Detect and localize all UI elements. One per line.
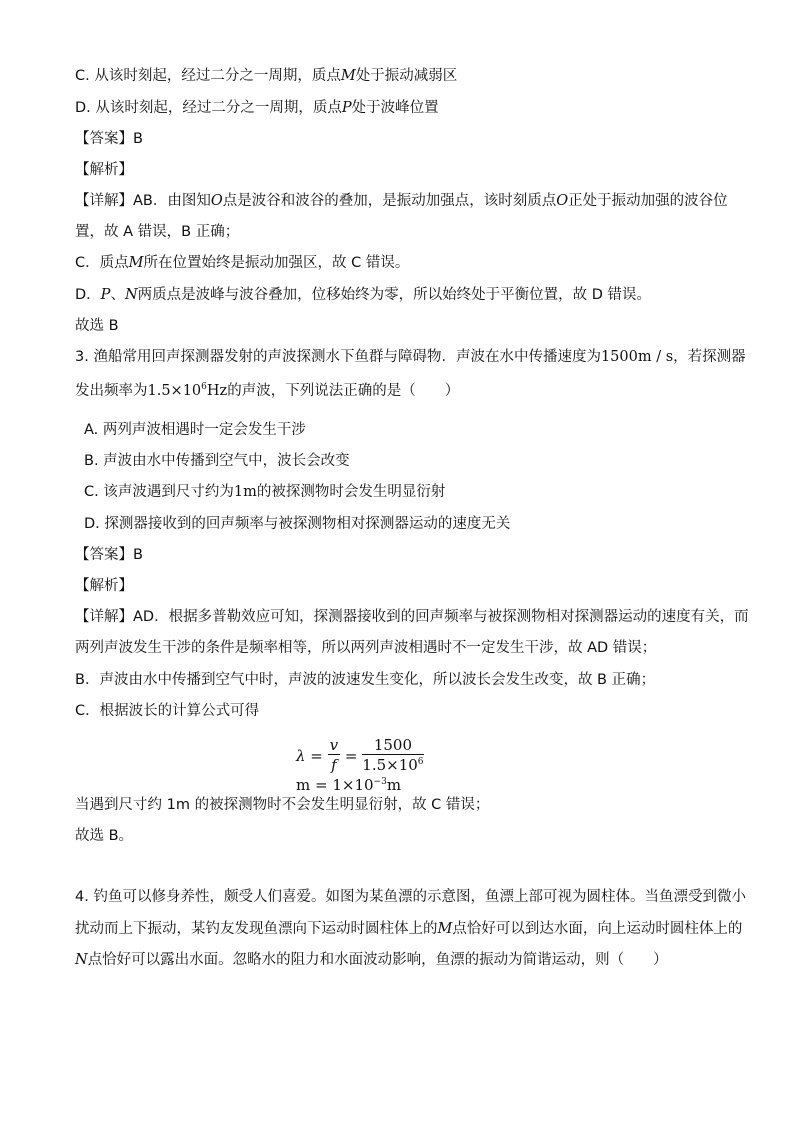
detail-q3-line2: 两列声波发生干涉的条件是频率相等，所以两列声波相遇时不一定发生干涉，故 AD 错误； [75,640,657,656]
question-4-line3: N点恰好可以露出水面。忽略水的阻力和水面波动影响，鱼漂的振动为简谐运动，则（ ） [75,952,668,968]
answer-q2: 【答案】B [75,131,143,147]
option-c-q2: C. 从该时刻起，经过二分之一周期，质点M处于振动减弱区 [75,68,458,84]
detail-q3-line3: B．声波由水中传播到空气中时，声波的波速发生变化，所以波长会发生改变，故 B 正确； [75,672,656,688]
wavelength-formula: λ = $\frac{v}{f}$ = $\frac{1500}{1.5\times 10^6}$ $m = 1\times 10^{-3}m$ [296,736,424,794]
answer-q3: 【答案】B [75,547,143,563]
detail-q2-line1: 【详解】AB．由图知O点是波谷和波谷的叠加，是振动加强点，该时刻质点O正处于振动加强的波谷位 [75,193,728,209]
detail-q2-line4: D．P、N两质点是波峰与波谷叠加，位移始终为零，所以始终处于平衡位置，故 D 错误。 [75,287,652,303]
analysis-label-q3: 【解析】 [75,578,133,594]
question-4-line1: 4. 钓鱼可以修身养性，颇受人们喜爱。如图为某鱼漂的示意图，鱼漂上部可视为圆柱体。当鱼漂受到微小 [75,889,746,905]
detail-q3-line5: 当遇到尺寸约 1m 的被探测物时不会发生明显衍射，故 C 错误； [75,797,490,813]
detail-q2-line3: C．质点M所在位置始终是振动加强区，故 C 错误。 [75,255,410,271]
fraction-1500: $\frac{1500}{1.5\times 10^6}$ [362,736,424,774]
option-a-q3: A. 两列声波相遇时一定会发生干涉 [84,422,306,438]
option-c-q3: C. 该声波遇到尺寸约为1m的被探测物时会发生明显衍射 [84,484,446,500]
analysis-label-q2: 【解析】 [75,162,133,178]
option-b-q3: B. 声波由水中传播到空气中，波长会改变 [84,453,350,469]
fraction-v-over-f: $\frac{v}{f}$ [329,736,339,774]
question-4-line2: 扰动而上下振动，某钓友发现鱼漂向下运动时圆柱体上的M点恰好可以到达水面，向上运动时圆柱体上的 [75,921,743,937]
select-q2: 故选 B [75,318,119,334]
select-q3: 故选 B。 [75,828,134,844]
option-d-q3: D. 探测器接收到的回声频率与被探测物相对探测器运动的速度无关 [84,516,511,532]
option-d-q2: D. 从该时刻起，经过二分之一周期，质点P处于波峰位置 [75,100,439,116]
detail-q2-line2: 置，故 A 错误，B 正确； [75,224,240,240]
question-3-line1: 3. 渔船常用回声探测器发射的声波探测水下鱼群与障碍物．声波在水中传播速度为1500m / s，若探测器 [75,349,746,365]
question-3-line2: 发出频率为$1.5\times 10^6Hz$的声波，下列说法正确的是（ ） [75,382,460,399]
detail-q3-line1: 【详解】AD．根据多普勒效应可知，探测器接收到的回声频率与被探测物相对探测器运动的速度有关，而 [75,609,749,625]
detail-q3-line4: C．根据波长的计算公式可得 [75,703,260,719]
